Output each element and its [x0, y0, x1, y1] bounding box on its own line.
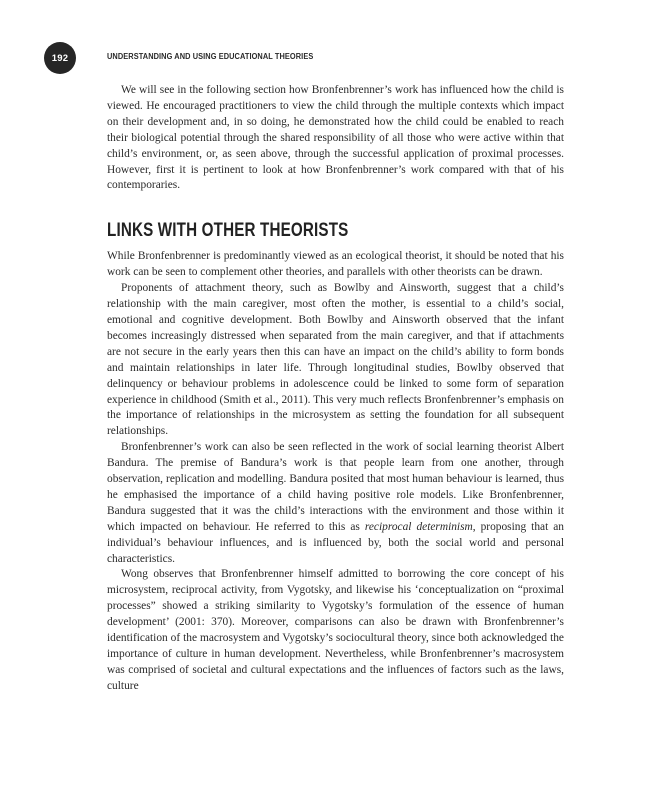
- running-head: UNDERSTANDING AND USING EDUCATIONAL THEORIES: [107, 51, 314, 61]
- paragraph-1: While Bronfenbrenner is predominantly viewed as an ecological theorist, it should be noted that his work can be seen to complement other theories, and parallels with other theorists can be drawn.: [107, 250, 564, 279]
- intro-paragraph: We will see in the following section how Bronfenbrenner’s work has influenced how the child is viewed. He encouraged practitioners to view the child through the multiple contexts which impact on their development and, in so doing, he demonstrated how the child could be enabled to reach their biological potential through the shared responsibility of all those who were active within that child’s environment, or, as seen above, through the successful application of proximal processes. However, first it is pertinent to look at how Bronfenbrenner’s work compared with that of his contemporaries.: [107, 84, 564, 192]
- section-heading: LINKS WITH OTHER THEORISTS: [107, 220, 349, 242]
- italic-term: reciprocal determinism: [364, 520, 473, 533]
- paragraph-3: [107, 440, 564, 567]
- paragraph-4: Wong observes that Bronfenbrenner himself admitted to borrowing the core concept of his microsystem, reciprocal activity, from Vygotsky, and likewise his ‘conceptualization on “proximal processes” showed a striking similarity to Vygotsky’s formulation of the essence of human development’ (2001: 370). Moreover, comparisons can also be drawn with Bronfenbrenner’s identification of the macrosystem and Vygotsky’s sociocultural theory, since both acknowledged the importance of culture in human development. Nevertheless, while Bronfenbrenner’s macrosystem was comprised of societal and cultural expectations and the influences of factors such as the laws, culture: [107, 568, 564, 692]
- paragraph-3-text-start: Bronfenbrenner’s work can also be seen reflected in the work of social learning theorist Albert Bandura. The premise of Bandura’s work is that people learn from one another, through observation, replication and modelling. Bandura posited that most human behaviour is learned, thus he emphasised the importance of a child having positive role models. Like Bronfenbrenner, Bandura suggested that it was the child’s interactions with the environment and those within it which impacted on behaviour. He referred to this as: [107, 441, 564, 533]
- paragraph-3-text-end: , proposing that an individual’s behaviour influences, and is influenced by, both the social world and personal characteristics.: [107, 520, 564, 565]
- page-body: [107, 83, 564, 695]
- page-number: 192: [44, 42, 76, 74]
- paragraph-2: Proponents of attachment theory, such as Bowlby and Ainsworth, suggest that a child’s relationship with the main caregiver, most often the mother, is essential to a child’s social, emotional and cognitive development. Both Bowlby and Ainsworth observed that the infant becomes increasingly distressed when separated from the main caregiver, and that if attachments are not secure in the early years then this can have an impact on the child’s ability to form bonds and maintain relationships in later life. Through longitudinal studies, Bowlby observed that delinquency or behaviour problems in adolescence could be linked to some form of separation experience in childhood (Smith et al., 2011). This very much reflects Bronfenbrenner’s emphasis on the importance of relationships in the microsystem as setting the foundation for all subsequent relationships.: [107, 282, 564, 438]
